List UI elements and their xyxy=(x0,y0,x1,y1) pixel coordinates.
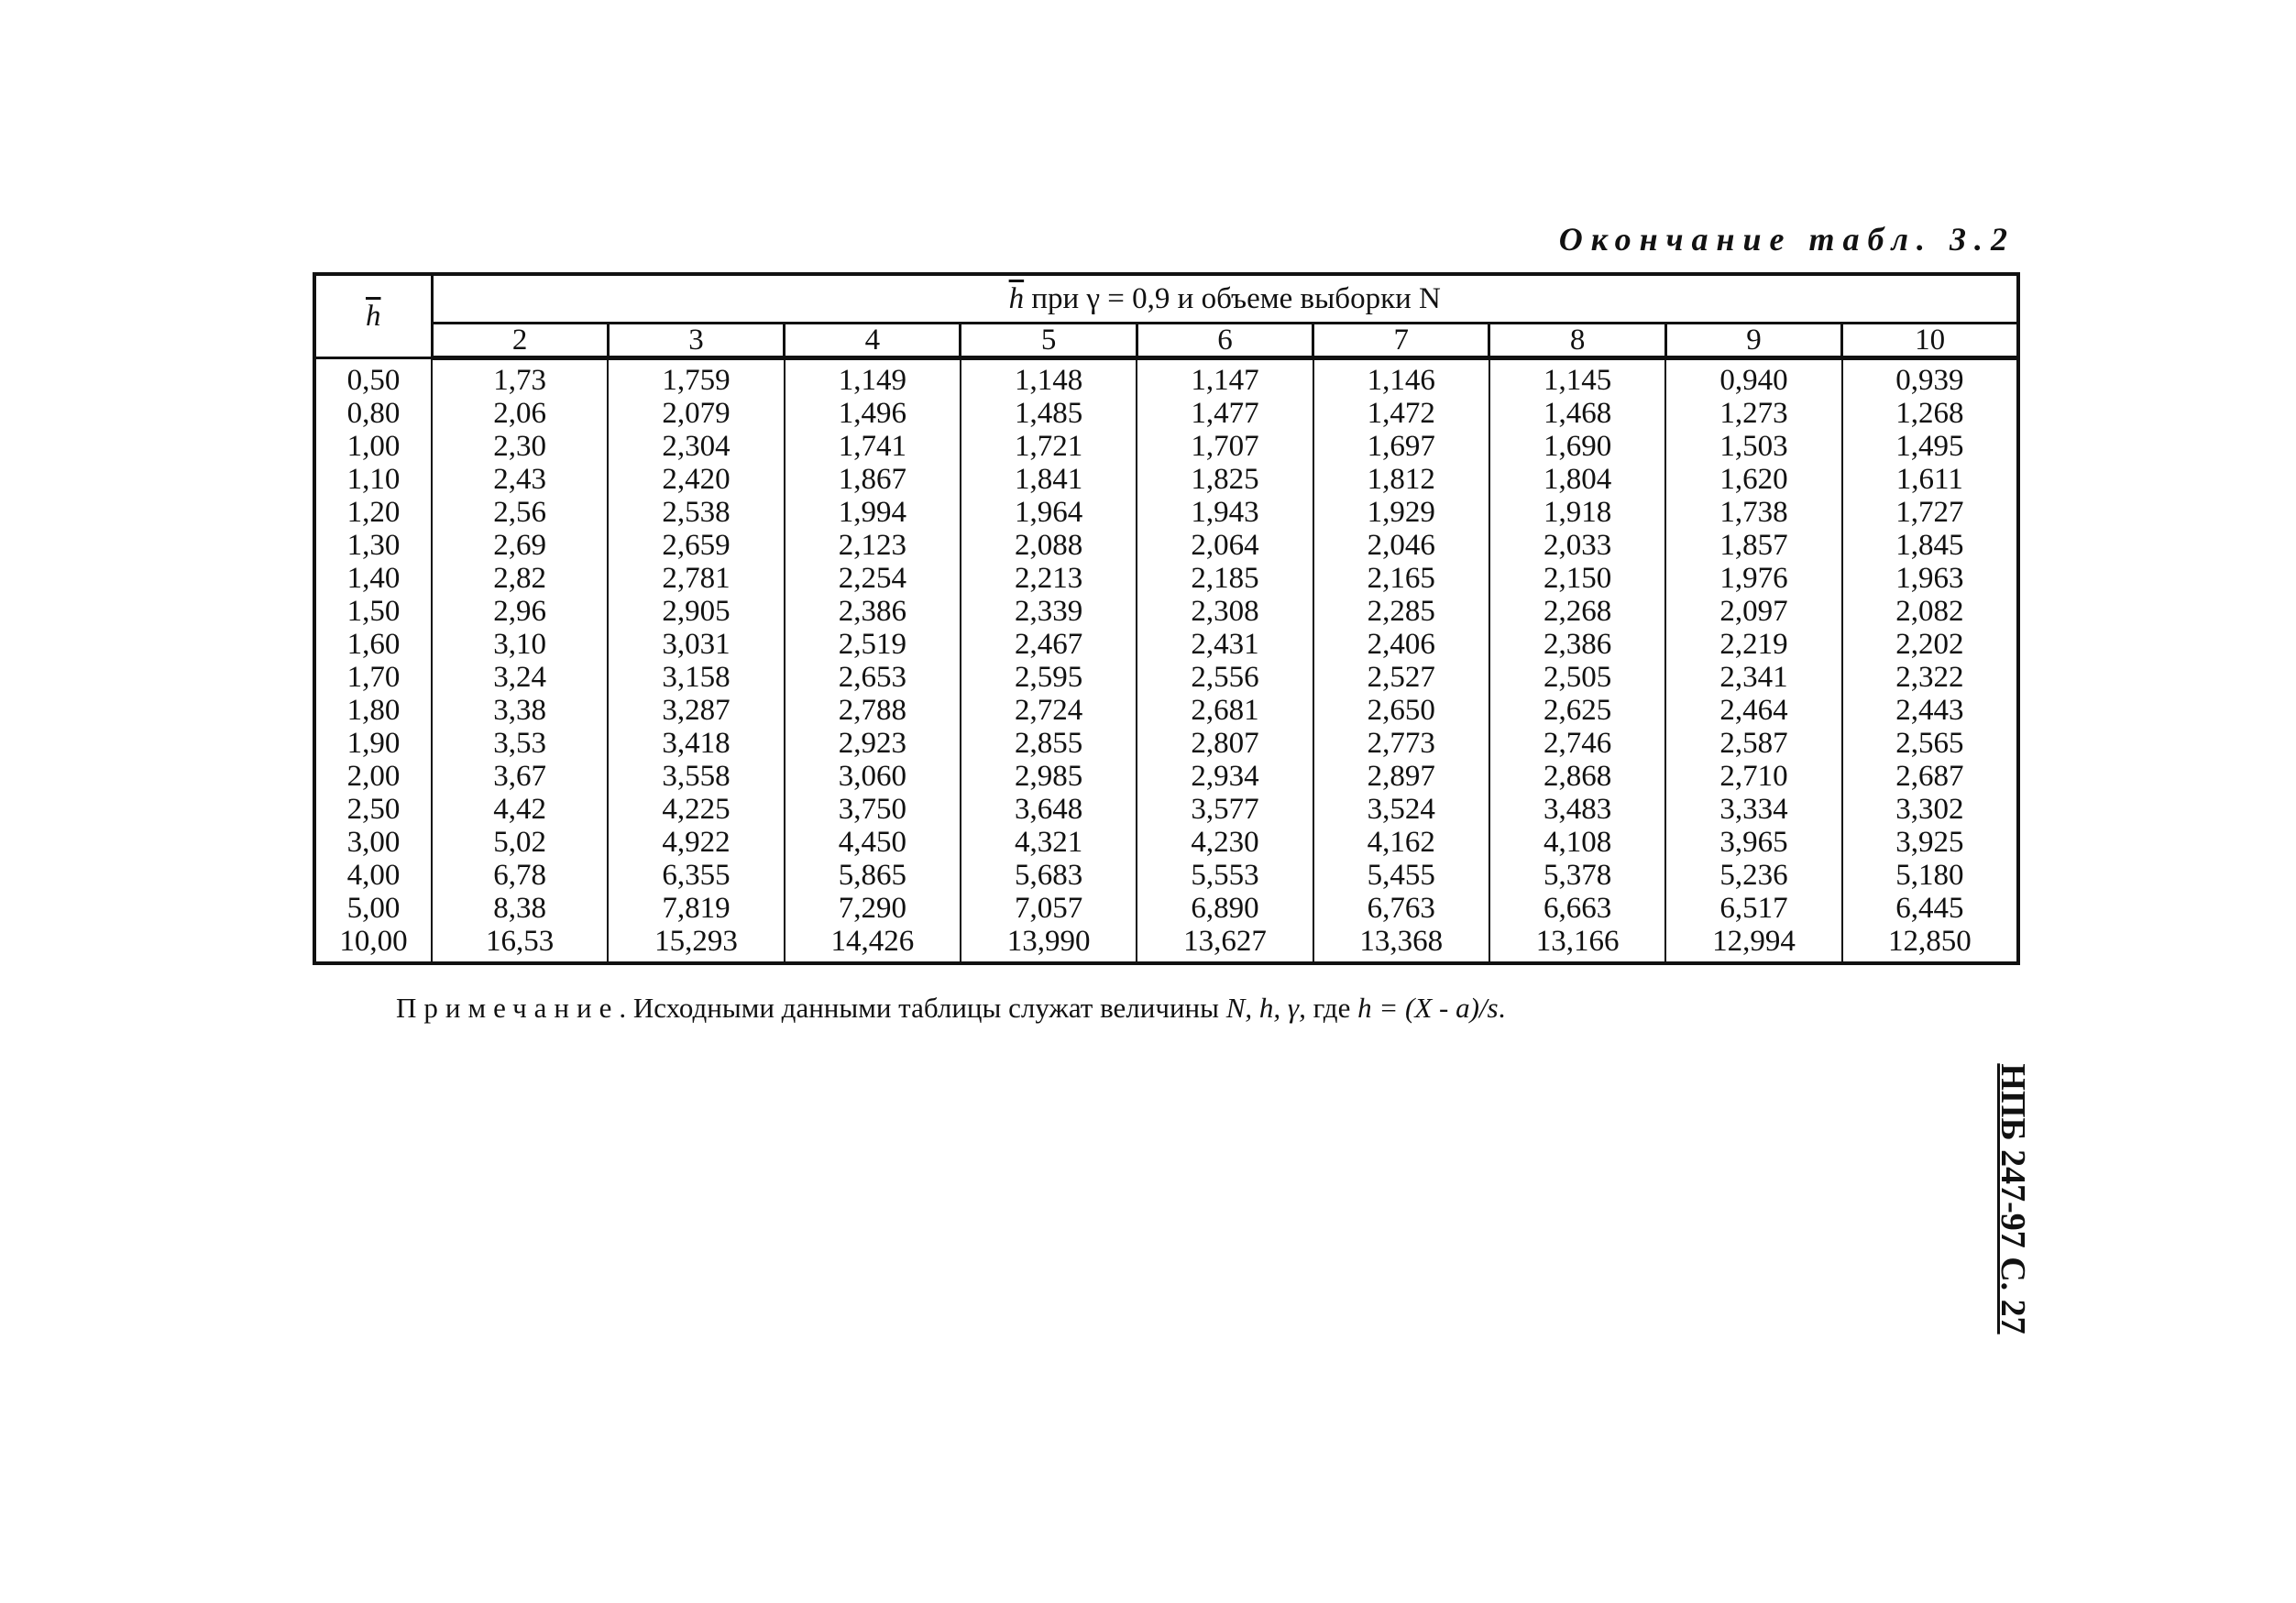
table-cell: 7,819 xyxy=(608,892,784,925)
table-cell: 1,149 xyxy=(785,358,961,398)
table-row xyxy=(314,628,2018,661)
table-cell: 2,905 xyxy=(608,595,784,628)
table-cell: 1,857 xyxy=(1665,529,1841,562)
table-cell: 3,53 xyxy=(432,727,608,760)
table-cell: 0,939 xyxy=(1842,358,2018,398)
table-cell: 6,445 xyxy=(1842,892,2018,925)
table-cell: 5,236 xyxy=(1665,859,1841,892)
table-cell: 3,158 xyxy=(608,661,784,694)
group-header-symbol: $\overline{h}$ xyxy=(1008,282,1025,315)
table-row xyxy=(314,727,2018,760)
row-label-cell: 1,10 xyxy=(314,463,432,496)
table-row xyxy=(314,562,2018,595)
data-table xyxy=(313,272,2020,965)
table-cell: 4,230 xyxy=(1137,826,1313,859)
table-cell: 2,033 xyxy=(1489,529,1665,562)
row-label-cell: 4,00 xyxy=(314,859,432,892)
table-cell: 2,855 xyxy=(961,727,1137,760)
row-label-cell: 1,90 xyxy=(314,727,432,760)
table-cell: 5,865 xyxy=(785,859,961,892)
table-cell: 3,418 xyxy=(608,727,784,760)
table-cell: 1,148 xyxy=(961,358,1137,398)
table-cell: 1,867 xyxy=(785,463,961,496)
table-cell: 2,304 xyxy=(608,430,784,463)
table-cell: 2,322 xyxy=(1842,661,2018,694)
table-cell: 3,24 xyxy=(432,661,608,694)
table-row xyxy=(314,694,2018,727)
table-cell: 2,56 xyxy=(432,496,608,529)
row-label-cell: 0,50 xyxy=(314,358,432,398)
table-cell: 2,773 xyxy=(1313,727,1489,760)
table-cell: 4,42 xyxy=(432,793,608,826)
table-cell: 2,406 xyxy=(1313,628,1489,661)
table-cell: 4,108 xyxy=(1489,826,1665,859)
table-cell: 1,994 xyxy=(785,496,961,529)
column-header-row xyxy=(314,324,2018,358)
table-cell: 4,922 xyxy=(608,826,784,859)
table-cell: 1,273 xyxy=(1665,397,1841,430)
table-cell: 7,290 xyxy=(785,892,961,925)
table-cell: 2,046 xyxy=(1313,529,1489,562)
table-cell: 1,804 xyxy=(1489,463,1665,496)
table-cell: 2,807 xyxy=(1137,727,1313,760)
table-cell: 7,057 xyxy=(961,892,1137,925)
table-cell: 1,759 xyxy=(608,358,784,398)
table-cell: 1,943 xyxy=(1137,496,1313,529)
table-cell: 15,293 xyxy=(608,925,784,963)
table-cell: 6,663 xyxy=(1489,892,1665,925)
table-cell: 2,519 xyxy=(785,628,961,661)
table-row xyxy=(314,892,2018,925)
table-note xyxy=(396,992,1505,1025)
group-header-text: при γ = 0,9 и объеме выборки N xyxy=(1024,282,1441,315)
table-cell: 2,082 xyxy=(1842,595,2018,628)
table-cell: 2,339 xyxy=(961,595,1137,628)
row-header-cell xyxy=(314,274,432,358)
table-cell: 2,431 xyxy=(1137,628,1313,661)
table-cell: 6,78 xyxy=(432,859,608,892)
table-cell: 2,079 xyxy=(608,397,784,430)
table-cell: 6,517 xyxy=(1665,892,1841,925)
note-text-mid: где xyxy=(1305,992,1358,1024)
column-header-n-2: 2 xyxy=(432,324,608,358)
table-cell: 2,985 xyxy=(961,760,1137,793)
table-cell: 4,450 xyxy=(785,826,961,859)
table-cell: 1,738 xyxy=(1665,496,1841,529)
table-cell: 2,923 xyxy=(785,727,961,760)
table-cell: 5,378 xyxy=(1489,859,1665,892)
table-cell: 1,727 xyxy=(1842,496,2018,529)
table-cell: 13,627 xyxy=(1137,925,1313,963)
table-row xyxy=(314,760,2018,793)
note-text-before: . Исходными данными таблицы служат величины xyxy=(619,992,1226,1024)
table-cell: 2,386 xyxy=(785,595,961,628)
row-label-cell: 2,00 xyxy=(314,760,432,793)
row-header-symbol: $\overline{h}$ xyxy=(366,300,381,333)
table-cell: 1,496 xyxy=(785,397,961,430)
table-cell: 2,467 xyxy=(961,628,1137,661)
row-label-cell: 5,00 xyxy=(314,892,432,925)
table-cell: 6,890 xyxy=(1137,892,1313,925)
table-cell: 2,30 xyxy=(432,430,608,463)
table-cell: 13,990 xyxy=(961,925,1137,963)
table-cell: 2,088 xyxy=(961,529,1137,562)
table-cell: 2,868 xyxy=(1489,760,1665,793)
table-cell: 5,683 xyxy=(961,859,1137,892)
table-cell: 3,10 xyxy=(432,628,608,661)
table-cell: 3,750 xyxy=(785,793,961,826)
table-cell: 2,687 xyxy=(1842,760,2018,793)
table-cell: 12,850 xyxy=(1842,925,2018,963)
table-cell: 3,287 xyxy=(608,694,784,727)
table-cell: 2,285 xyxy=(1313,595,1489,628)
row-label-cell: 10,00 xyxy=(314,925,432,963)
row-label-cell: 1,00 xyxy=(314,430,432,463)
table-cell: 5,553 xyxy=(1137,859,1313,892)
table-header-row xyxy=(314,274,2018,324)
table-cell: 13,368 xyxy=(1313,925,1489,963)
table-cell: 1,268 xyxy=(1842,397,2018,430)
table-cell: 2,527 xyxy=(1313,661,1489,694)
table-cell: 1,963 xyxy=(1842,562,2018,595)
table-cell: 4,321 xyxy=(961,826,1137,859)
column-header-n-10: 10 xyxy=(1842,324,2018,358)
table-cell: 3,67 xyxy=(432,760,608,793)
table-cell: 1,976 xyxy=(1665,562,1841,595)
table-cell: 2,565 xyxy=(1842,727,2018,760)
table-cell: 2,587 xyxy=(1665,727,1841,760)
table-cell: 2,897 xyxy=(1313,760,1489,793)
table-cell: 1,690 xyxy=(1489,430,1665,463)
row-label-cell: 1,80 xyxy=(314,694,432,727)
table-cell: 1,620 xyxy=(1665,463,1841,496)
table-cell: 2,308 xyxy=(1137,595,1313,628)
group-header-cell xyxy=(432,274,2018,324)
table-row xyxy=(314,793,2018,826)
table-cell: 2,219 xyxy=(1665,628,1841,661)
table-cell: 1,841 xyxy=(961,463,1137,496)
table-cell: 4,225 xyxy=(608,793,784,826)
table-cell: 2,653 xyxy=(785,661,961,694)
column-header-n-7: 7 xyxy=(1313,324,1489,358)
table-cell: 2,43 xyxy=(432,463,608,496)
note-label: Примечание xyxy=(396,992,620,1024)
table-cell: 1,721 xyxy=(961,430,1137,463)
table-cell: 2,165 xyxy=(1313,562,1489,595)
table-row xyxy=(314,595,2018,628)
table-cell: 2,659 xyxy=(608,529,784,562)
column-header-n-8: 8 xyxy=(1489,324,1665,358)
table-cell: 2,443 xyxy=(1842,694,2018,727)
row-label-cell: 2,50 xyxy=(314,793,432,826)
table-cell: 1,697 xyxy=(1313,430,1489,463)
table-cell: 1,825 xyxy=(1137,463,1313,496)
row-label-cell: 1,30 xyxy=(314,529,432,562)
table-cell: 8,38 xyxy=(432,892,608,925)
table-cell: 2,934 xyxy=(1137,760,1313,793)
row-label-cell: 1,20 xyxy=(314,496,432,529)
table-cell: 3,577 xyxy=(1137,793,1313,826)
table-cell: 12,994 xyxy=(1665,925,1841,963)
row-label-cell: 1,60 xyxy=(314,628,432,661)
table-cell: 2,06 xyxy=(432,397,608,430)
table-cell: 1,929 xyxy=(1313,496,1489,529)
column-header-n-6: 6 xyxy=(1137,324,1313,358)
table-cell: 2,556 xyxy=(1137,661,1313,694)
table-cell: 3,648 xyxy=(961,793,1137,826)
table-cell: 3,558 xyxy=(608,760,784,793)
table-cell: 2,724 xyxy=(961,694,1137,727)
table-cell: 6,763 xyxy=(1313,892,1489,925)
table-row xyxy=(314,826,2018,859)
table-row xyxy=(314,430,2018,463)
table-cell: 1,477 xyxy=(1137,397,1313,430)
row-label-cell: 3,00 xyxy=(314,826,432,859)
table-cell: 5,02 xyxy=(432,826,608,859)
table-cell: 2,268 xyxy=(1489,595,1665,628)
table-body xyxy=(314,358,2018,964)
table-cell: 2,681 xyxy=(1137,694,1313,727)
table-cell: 2,650 xyxy=(1313,694,1489,727)
table-cell: 2,202 xyxy=(1842,628,2018,661)
table-cell: 1,495 xyxy=(1842,430,2018,463)
table-row xyxy=(314,529,2018,562)
table-cell: 1,146 xyxy=(1313,358,1489,398)
table-cell: 3,965 xyxy=(1665,826,1841,859)
table-cell: 3,483 xyxy=(1489,793,1665,826)
table-cell: 1,845 xyxy=(1842,529,2018,562)
column-header-n-9: 9 xyxy=(1665,324,1841,358)
table-cell: 1,964 xyxy=(961,496,1137,529)
table-cell: 3,302 xyxy=(1842,793,2018,826)
table-cell: 2,185 xyxy=(1137,562,1313,595)
table-cell: 1,468 xyxy=(1489,397,1665,430)
note-formula: h = (X - a)/s xyxy=(1357,992,1499,1024)
table-row xyxy=(314,496,2018,529)
table-cell: 2,386 xyxy=(1489,628,1665,661)
row-label-cell: 1,40 xyxy=(314,562,432,595)
table-cell: 2,464 xyxy=(1665,694,1841,727)
table-caption: Окончание табл. 3.2 xyxy=(1558,221,2016,258)
table-cell: 2,150 xyxy=(1489,562,1665,595)
table-cell: 2,097 xyxy=(1665,595,1841,628)
column-header-n-4: 4 xyxy=(785,324,961,358)
table-cell: 2,69 xyxy=(432,529,608,562)
table-cell: 2,595 xyxy=(961,661,1137,694)
table-cell: 2,781 xyxy=(608,562,784,595)
table-cell: 6,355 xyxy=(608,859,784,892)
table-cell: 3,031 xyxy=(608,628,784,661)
table-cell: 5,180 xyxy=(1842,859,2018,892)
table-cell: 3,38 xyxy=(432,694,608,727)
table-cell: 1,503 xyxy=(1665,430,1841,463)
table-row xyxy=(314,463,2018,496)
table-row xyxy=(314,397,2018,430)
table-cell: 1,485 xyxy=(961,397,1137,430)
row-label-cell: 1,50 xyxy=(314,595,432,628)
data-table-container xyxy=(313,272,2020,965)
table-cell: 2,96 xyxy=(432,595,608,628)
table-cell: 3,060 xyxy=(785,760,961,793)
table-cell: 16,53 xyxy=(432,925,608,963)
table-cell: 2,746 xyxy=(1489,727,1665,760)
table-cell: 1,812 xyxy=(1313,463,1489,496)
table-cell: 1,145 xyxy=(1489,358,1665,398)
table-cell: 2,254 xyxy=(785,562,961,595)
table-cell: 0,940 xyxy=(1665,358,1841,398)
table-cell: 2,538 xyxy=(608,496,784,529)
table-cell: 3,334 xyxy=(1665,793,1841,826)
table-cell: 2,420 xyxy=(608,463,784,496)
table-cell: 4,162 xyxy=(1313,826,1489,859)
row-label-cell: 1,70 xyxy=(314,661,432,694)
table-cell: 2,625 xyxy=(1489,694,1665,727)
table-cell: 13,166 xyxy=(1489,925,1665,963)
page-stamp-text: НПБ 247-97 С. 27 xyxy=(1994,1063,2032,1334)
table-cell: 2,213 xyxy=(961,562,1137,595)
table-row xyxy=(314,358,2018,398)
table-cell: 2,788 xyxy=(785,694,961,727)
table-cell: 14,426 xyxy=(785,925,961,963)
table-cell: 1,611 xyxy=(1842,463,2018,496)
table-row xyxy=(314,925,2018,963)
table-cell: 1,918 xyxy=(1489,496,1665,529)
note-text-end: . xyxy=(1498,992,1506,1024)
table-cell: 2,505 xyxy=(1489,661,1665,694)
column-header-n-3: 3 xyxy=(608,324,784,358)
table-row xyxy=(314,859,2018,892)
table-row xyxy=(314,661,2018,694)
table-cell: 1,472 xyxy=(1313,397,1489,430)
table-cell: 3,524 xyxy=(1313,793,1489,826)
table-cell: 1,147 xyxy=(1137,358,1313,398)
table-cell: 5,455 xyxy=(1313,859,1489,892)
column-header-n-5: 5 xyxy=(961,324,1137,358)
table-cell: 2,82 xyxy=(432,562,608,595)
table-cell: 2,064 xyxy=(1137,529,1313,562)
table-cell: 1,741 xyxy=(785,430,961,463)
table-cell: 1,73 xyxy=(432,358,608,398)
table-cell: 2,123 xyxy=(785,529,961,562)
table-cell: 1,707 xyxy=(1137,430,1313,463)
table-cell: 2,710 xyxy=(1665,760,1841,793)
table-cell: 3,925 xyxy=(1842,826,2018,859)
note-variables: N, h, γ, xyxy=(1225,992,1306,1024)
table-cell: 2,341 xyxy=(1665,661,1841,694)
row-label-cell: 0,80 xyxy=(314,397,432,430)
